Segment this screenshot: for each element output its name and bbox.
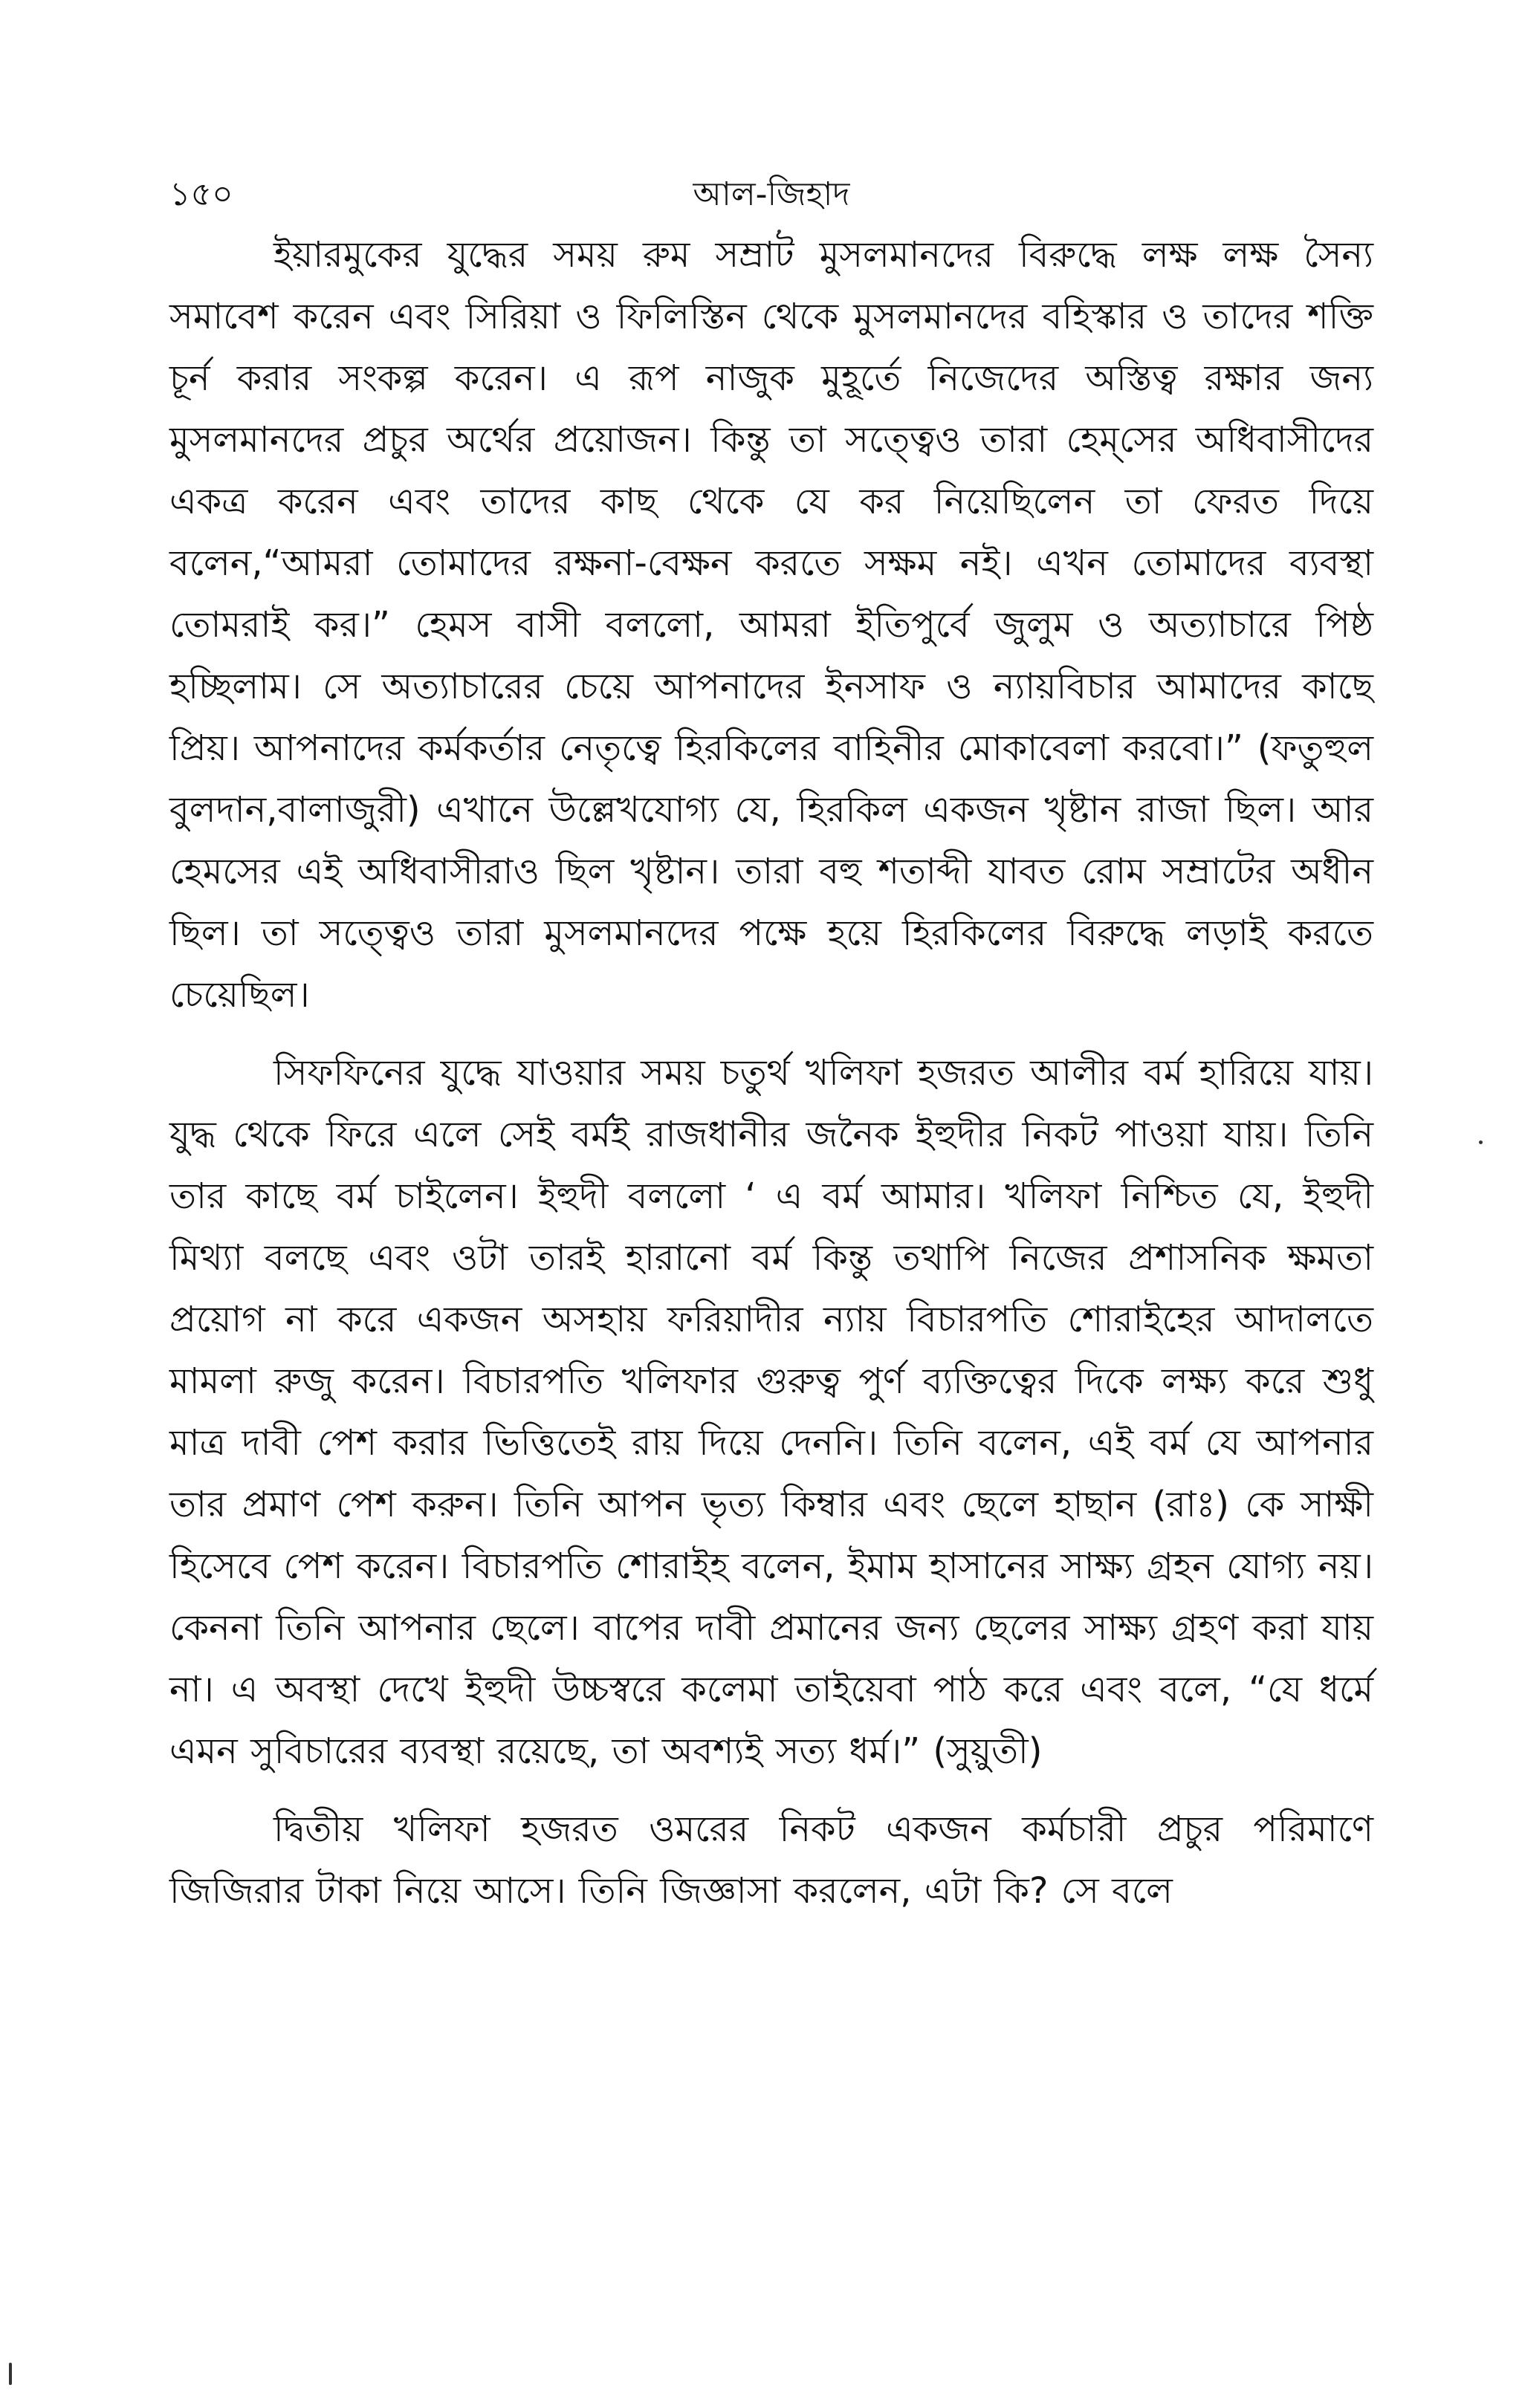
book-title: আল-জিহাদ — [693, 175, 850, 213]
running-header — [169, 165, 1373, 224]
body-text — [169, 224, 1373, 1922]
scan-mark — [9, 2363, 12, 2385]
paragraph-yarmuk: ইয়ারমুকের যুদ্ধের সময় রুম সম্রাট মুসলমানদের বিরুদ্ধে লক্ষ লক্ষ সৈন্য সমাবেশ করেন এবং সিরিয়া ও ফিলিস্তিন থেকে মুসলমানদের বহিস্কার ও তাদের শক্তি চূর্ন করার সংকল্প করেন। এ রূপ নাজুক মুহূর্তে নিজেদের অস্তিত্ব রক্ষার জন্য মুসলমানদের প্রচুর অর্থের প্রয়োজন। কিন্তু তা সত্ত্বেও তারা হেম্‌সের অধিবাসীদের একত্র করেন এবং তাদের কাছ থেকে যে কর নিয়েছিলেন তা ফেরত দিয়ে বলেন,“আমরা তোমাদের রক্ষনা-বেক্ষন করতে সক্ষম নই। এখন তোমাদের ব্যবস্থা তোমরাই কর।” হেমস বাসী বললো, আমরা ইতিপুর্বে জুলুম ও অত্যাচারে পিষ্ঠ হচ্ছিলাম। সে অত্যাচারের চেয়ে আপনাদের ইনসাফ ও ন্যায়বিচার আমাদের কাছে প্রিয়। আপনাদের কর্মকর্তার নেতৃত্বে হিরকিলের বাহিনীর মোকাবেলা করবো।” (ফতুহুল বুলদান,বালাজুরী) এখানে উল্লেখযোগ্য যে, হিরকিল একজন খৃষ্টান রাজা ছিল। আর হেমসের এই অধিবাসীরাও ছিল খৃষ্টান। তারা বহু শতাব্দী যাবত রোম সম্রাটের অধীন ছিল। তা সত্ত্বেও তারা মুসলমানদের পক্ষে হয়ে হিরকিলের বিরুদ্ধে লড়াই করতে চেয়েছিল। — [169, 234, 1373, 1016]
paragraph-siffin: সিফফিনের যুদ্ধে যাওয়ার সময় চতুর্থ খলিফা হজরত আলীর বর্ম হারিয়ে যায়। যুদ্ধ থেকে ফিরে এলে সেই বর্মই রাজধানীর জনৈক ইহুদীর নিকট পাওয়া যায়। তিনি তার কাছে বর্ম চাইলেন। ইহুদী বললো ‘ এ বর্ম আমার। খলিফা নিশ্চিত যে, ইহুদী মিথ্যা বলছে এবং ওটা তারই হারানো বর্ম কিন্তু তথাপি নিজের প্রশাসনিক ক্ষমতা প্রয়োগ না করে একজন অসহায় ফরিয়াদীর ন্যায় বিচারপতি শোরাইহের আদালতে মামলা রুজু করেন। বিচারপতি খলিফার গুরুত্ব পুর্ণ ব্যক্তিত্বের দিকে লক্ষ্য করে শুধু মাত্র দাবী পেশ করার ভিত্তিতেই রায় দিয়ে দেননি। তিনি বলেন, এই বর্ম যে আপনার তার প্রমাণ পেশ করুন। তিনি আপন ভৃত্য কিম্বার এবং ছেলে হাছান (রাঃ) কে সাক্ষী হিসেবে পেশ করেন। বিচারপতি শোরাইহ বলেন, ইমাম হাসানের সাক্ষ্য গ্রহন যোগ্য নয়। কেননা তিনি আপনার ছেলে। বাপের দাবী প্রমানের জন্য ছেলের সাক্ষ্য গ্রহণ করা যায় না। এ অবস্থা দেখে ইহুদী উচ্চস্বরে কলেমা তাইয়েবা পাঠ করে এবং বলে, “যে ধর্মে এমন সুবিচারের ব্যবস্থা রয়েছে, তা অবশ্যই সত্য ধর্ম।” (সুয়ুতী) — [169, 1052, 1373, 1772]
paragraph-umar: দ্বিতীয় খলিফা হজরত ওমরের নিকট একজন কর্মচারী প্রচুর পরিমাণে জিজিরার টাকা নিয়ে আসে। তিনি জিজ্ঞাসা করলেন, এটা কি? সে বলে — [169, 1808, 1373, 1912]
scan-speck — [1479, 1140, 1483, 1144]
scan-speck — [777, 230, 781, 233]
page-number: ১৫০ — [169, 175, 233, 213]
